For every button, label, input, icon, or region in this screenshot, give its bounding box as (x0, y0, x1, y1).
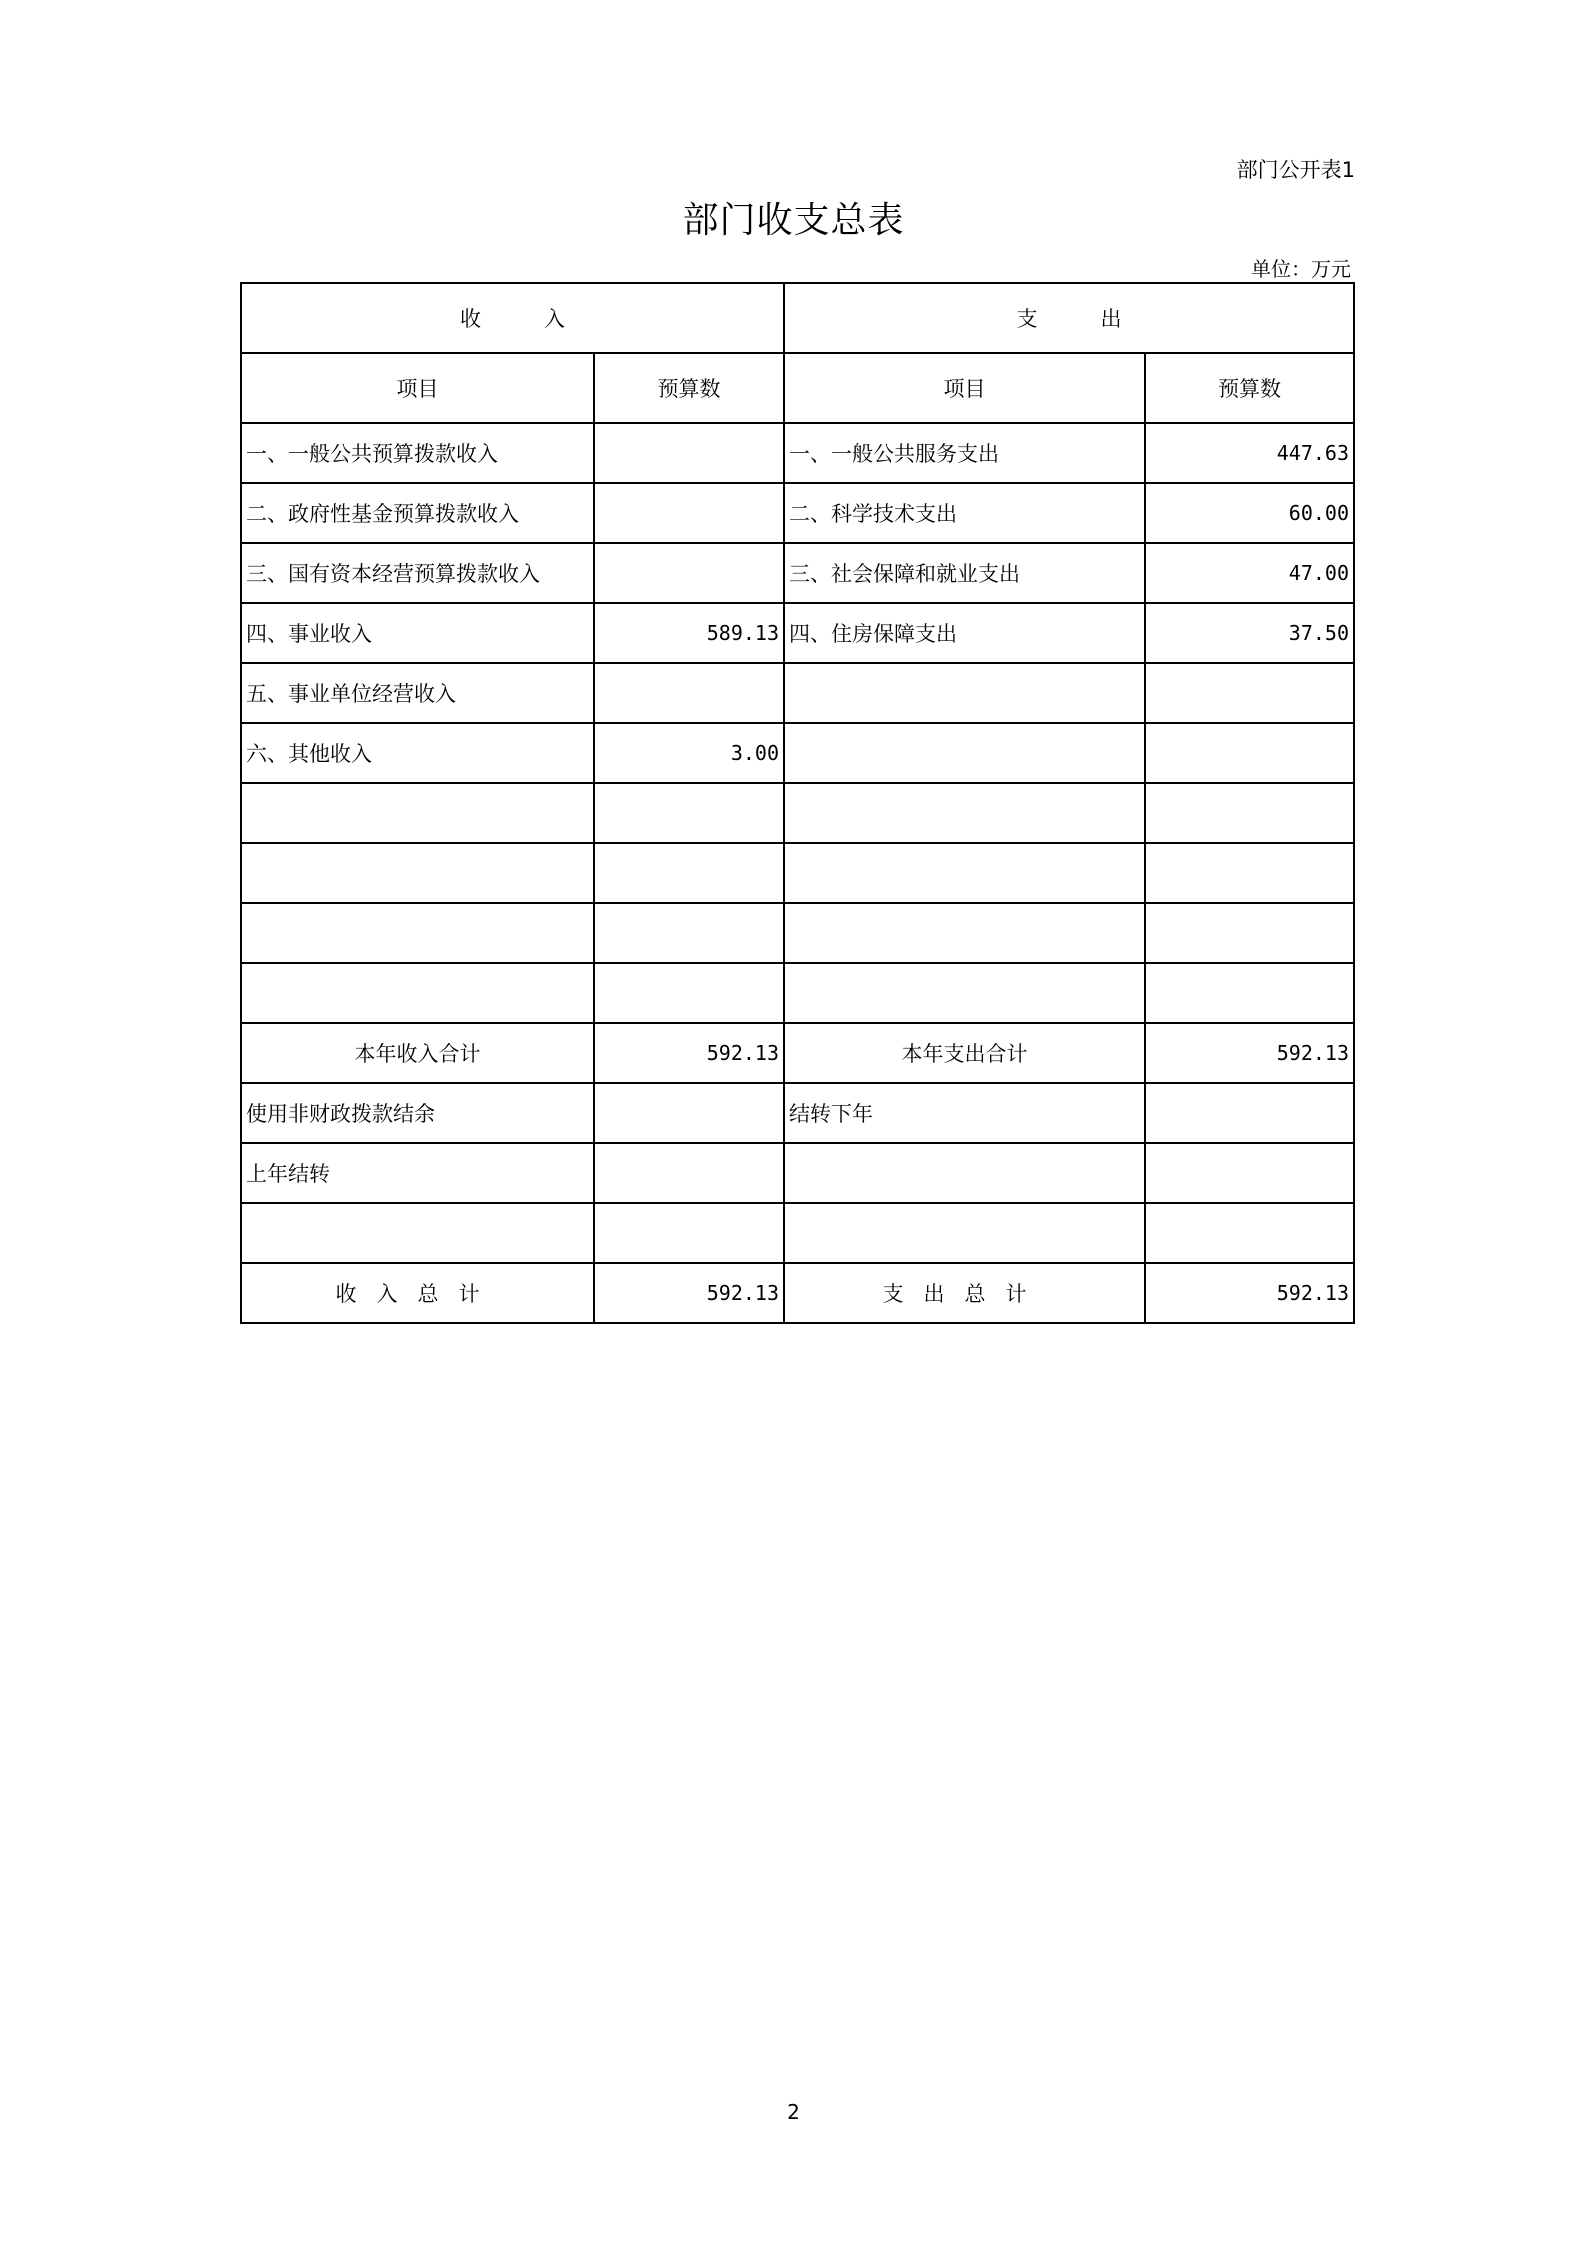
section-header-row (241, 283, 1354, 353)
income-item (241, 843, 594, 903)
page-number: 2 (787, 2100, 800, 2124)
expense-item (784, 963, 1145, 1023)
table-row (241, 1203, 1354, 1263)
income-value (594, 903, 784, 963)
income-value (594, 843, 784, 903)
expense-item (784, 783, 1145, 843)
income-subtotal-value: 592.13 (594, 1023, 784, 1083)
expense-item (784, 1203, 1145, 1263)
income-value (594, 1083, 784, 1143)
expense-value: 47.00 (1145, 543, 1354, 603)
income-value (594, 663, 784, 723)
table-row (241, 1083, 1354, 1143)
expense-item: 二、科学技术支出 (784, 483, 1145, 543)
table-row (241, 783, 1354, 843)
income-value (594, 423, 784, 483)
income-item (241, 1203, 594, 1263)
form-number: 部门公开表1 (1236, 158, 1355, 182)
expense-value (1145, 783, 1354, 843)
expense-value (1145, 663, 1354, 723)
table-row (241, 543, 1354, 603)
table-row (241, 423, 1354, 483)
expense-section-header: 支 出 (784, 283, 1354, 353)
income-item: 六、其他收入 (241, 723, 594, 783)
expense-value (1145, 903, 1354, 963)
expense-item (784, 663, 1145, 723)
income-value (594, 783, 784, 843)
income-item (241, 783, 594, 843)
income-value (594, 1203, 784, 1263)
expense-item: 四、住房保障支出 (784, 603, 1145, 663)
subtotal-row (241, 1023, 1354, 1083)
income-section-header: 收 入 (241, 283, 784, 353)
income-item: 四、事业收入 (241, 603, 594, 663)
income-item: 一、一般公共预算拨款收入 (241, 423, 594, 483)
expense-subtotal-label: 本年支出合计 (784, 1023, 1145, 1083)
income-budget-header: 预算数 (594, 353, 784, 423)
income-item: 三、国有资本经营预算拨款收入 (241, 543, 594, 603)
table-row (241, 483, 1354, 543)
expense-value (1145, 1083, 1354, 1143)
income-total-label: 收入总计 (241, 1263, 594, 1323)
expense-budget-header: 预算数 (1145, 353, 1354, 423)
table-row (241, 903, 1354, 963)
expense-value: 447.63 (1145, 423, 1354, 483)
expense-item: 结转下年 (784, 1083, 1145, 1143)
table-row (241, 1143, 1354, 1203)
expense-item: 一、一般公共服务支出 (784, 423, 1145, 483)
income-item-header: 项目 (241, 353, 594, 423)
income-value (594, 483, 784, 543)
expense-value: 37.50 (1145, 603, 1354, 663)
income-value: 3.00 (594, 723, 784, 783)
unit-label: 单位：万元 (1251, 257, 1351, 281)
expense-value (1145, 1143, 1354, 1203)
expense-value (1145, 843, 1354, 903)
income-item: 上年结转 (241, 1143, 594, 1203)
income-item: 使用非财政拨款结余 (241, 1083, 594, 1143)
expense-item-header: 项目 (784, 353, 1145, 423)
column-header-row (241, 353, 1354, 423)
expense-item: 三、社会保障和就业支出 (784, 543, 1145, 603)
income-value (594, 543, 784, 603)
table-row (241, 723, 1354, 783)
income-value: 589.13 (594, 603, 784, 663)
table-row (241, 603, 1354, 663)
income-value (594, 963, 784, 1023)
expense-total-value: 592.13 (1145, 1263, 1354, 1323)
expense-value (1145, 1203, 1354, 1263)
expense-value (1145, 963, 1354, 1023)
budget-table (240, 282, 1355, 1324)
expense-item (784, 723, 1145, 783)
expense-item (784, 843, 1145, 903)
table-row (241, 663, 1354, 723)
income-value (594, 1143, 784, 1203)
income-item: 五、事业单位经营收入 (241, 663, 594, 723)
page-title: 部门收支总表 (682, 200, 905, 241)
income-item: 二、政府性基金预算拨款收入 (241, 483, 594, 543)
table-row (241, 963, 1354, 1023)
total-row (241, 1263, 1354, 1323)
expense-value: 60.00 (1145, 483, 1354, 543)
expense-item (784, 1143, 1145, 1203)
income-item (241, 903, 594, 963)
expense-value (1145, 723, 1354, 783)
income-item (241, 963, 594, 1023)
expense-total-label: 支出总计 (784, 1263, 1145, 1323)
income-subtotal-label: 本年收入合计 (241, 1023, 594, 1083)
expense-item (784, 903, 1145, 963)
expense-subtotal-value: 592.13 (1145, 1023, 1354, 1083)
income-total-value: 592.13 (594, 1263, 784, 1323)
table-row (241, 843, 1354, 903)
